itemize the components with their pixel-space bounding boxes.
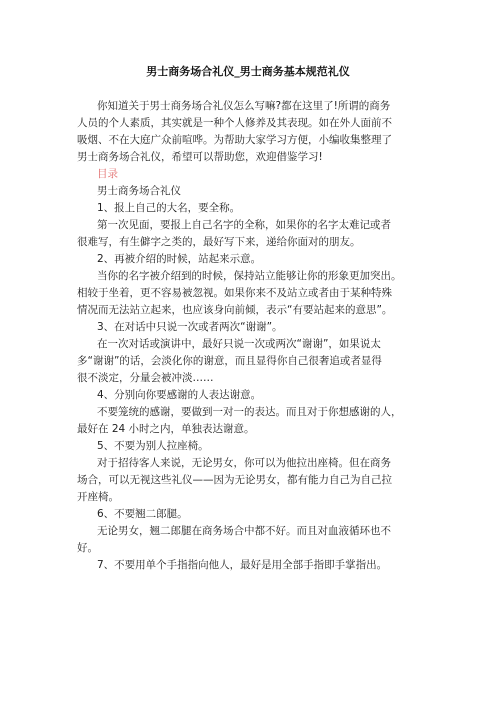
paragraph-line: 男士商务场合礼仪，希望可以帮助您，欢迎借鉴学习! xyxy=(77,151,323,163)
paragraph-line: 很难写，有生僻字之类的，最好写下来，递给你面对的朋友。 xyxy=(77,236,361,248)
paragraph-line: 很不淡定，分量会被冲淡…… xyxy=(77,372,214,384)
paragraph-line: 3、在对话中只说一次或者两次“谢谢”。 xyxy=(97,321,283,333)
paragraph-line: 6、不要翘二郎腿。 xyxy=(97,508,188,520)
paragraph-line: 第一次见面，要报上自己名字的全称，如果你的名字太难记或者 xyxy=(97,219,391,231)
paragraph-line: 男士商务场合礼仪 xyxy=(97,185,181,197)
paragraph-line: 你知道关于男士商务场合礼仪怎么写嘛?都在这里了!所谓的商务 xyxy=(97,100,391,112)
paragraph-line: 2、再被介绍的时候，站起来示意。 xyxy=(97,253,262,265)
paragraph-line: 4、分别向你要感谢的人表达谢意。 xyxy=(97,389,262,401)
toc-link[interactable]: 目录 xyxy=(97,168,118,180)
page-title: 男士商务场合礼仪_男士商务基本规范礼仪 xyxy=(146,65,350,78)
paragraph-line: 相较于坐着，更不容易被忽视。如果你来不及站立或者由于某种特殊 xyxy=(77,287,392,299)
paragraph-line: 最好在 24 小时之内，单独表达谢意。 xyxy=(77,423,255,435)
paragraph-line: 5、不要为别人拉座椅。 xyxy=(97,440,209,452)
paragraph-line: 开座椅。 xyxy=(77,491,119,503)
paragraph-line: 对于招待客人来说，无论男女，你可以为他拉出座椅。但在商务 xyxy=(97,457,391,469)
paragraph-line: 当你的名字被介绍到的时候，保持站立能够让你的形象更加突出。 xyxy=(97,270,402,282)
paragraph-line: 好。 xyxy=(77,542,98,554)
paragraph-line: 在一次对话或演讲中，最好只说一次或两次“谢谢”，如果说太 xyxy=(97,338,381,350)
paragraph-line: 1、报上自己的大名，要全称。 xyxy=(97,202,241,214)
paragraph-line: 人员的个人素质，其实就是一种个人修养及其表现。如在外人面前不 xyxy=(77,117,392,129)
paragraph-line: 场合，可以无视这些礼仪——因为无论男女，都有能力自己为自己拉 xyxy=(77,474,392,486)
paragraph-line: 不要笼统的感谢，要做到一对一的表达。而且对于你想感谢的人， xyxy=(97,406,402,418)
paragraph-line: 无论男女，翘二郎腿在商务场合中都不好。而且对血液循环也不 xyxy=(97,525,391,537)
paragraph-line: 多“谢谢”的话，会淡化你的谢意，而且显得你自己很奢追或者显得 xyxy=(77,355,382,367)
paragraph-line: 情况而无法站立起来，也应该身向前倾，表示“有要站起来的意思”。 xyxy=(77,304,393,316)
paragraph-line: 吸烟、不在大庭广众前喧哗。为帮助大家学习方便，小编收集整理了 xyxy=(77,134,392,146)
document-body xyxy=(77,98,421,574)
paragraph-line: 7、不要用单个手指指向他人，最好是用全部手指即手掌指出。 xyxy=(97,559,388,571)
